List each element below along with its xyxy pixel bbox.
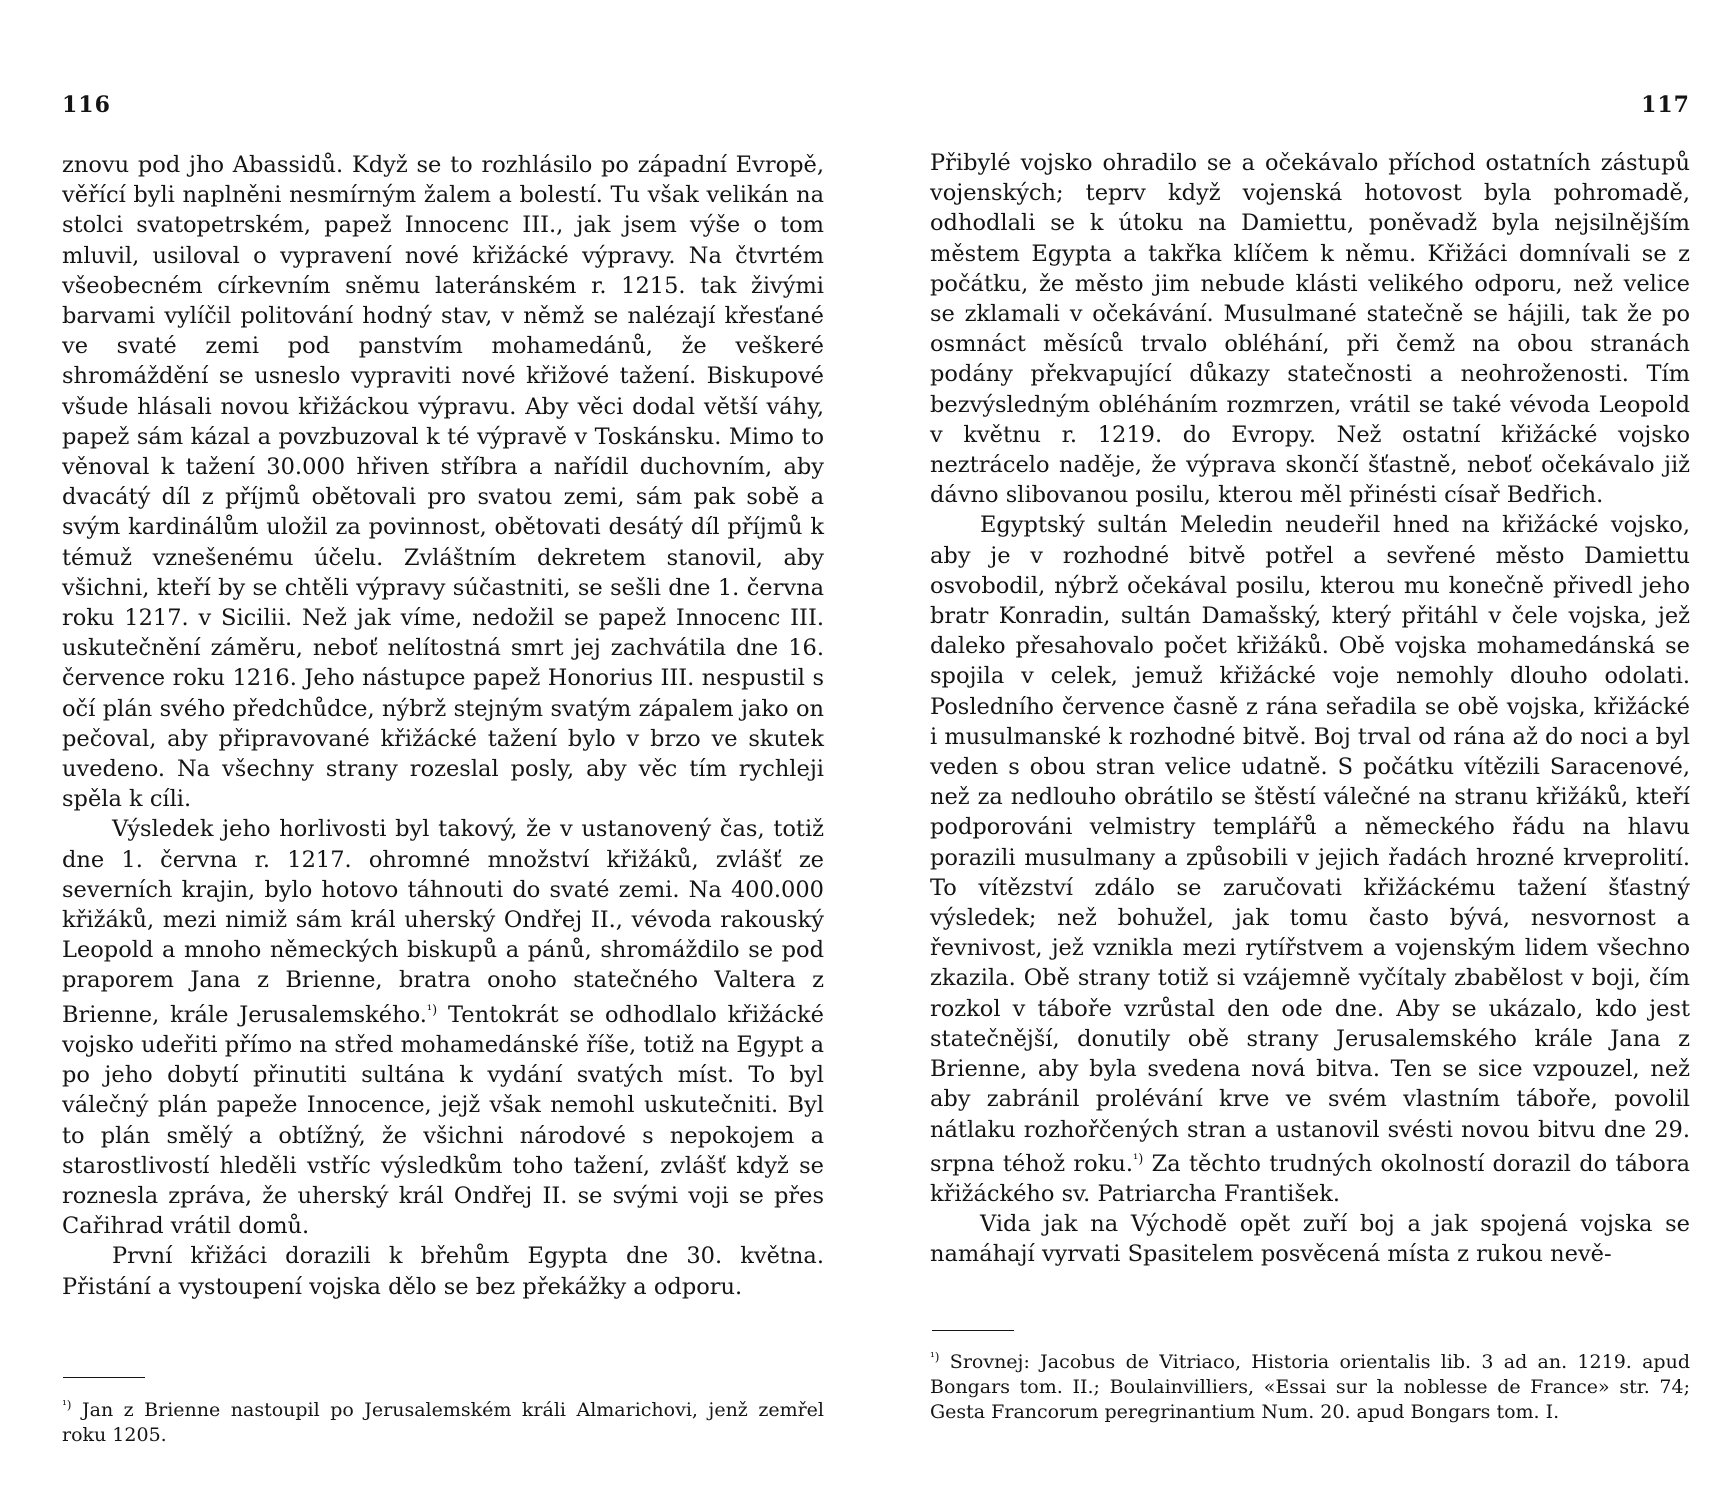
footnote-marker: ¹)	[930, 1350, 940, 1364]
footnote-divider	[932, 1330, 1014, 1331]
paragraph: znovu pod jho Abassidů. Když se to rozhlásilo po západní Evropě, věřící byli naplněni nesmírným žalem a bolestí. Tu však velikán na stolci svatopetrském, papež Innocenc III., jak jsem výše o tom mluvil, usiloval o vypravení nové křižácké výpravy. Na čtvrtém všeobecném církevním sněmu lateránském r. 1215. tak živými barvami vylíčil politování hodný stav, v němž se nalézají křesťané ve svaté zemi pod panstvím mohamedánů, že veškeré shromáždění se usneslo vypraviti nové křižové tažení. Biskupové všude hlásali novou křižáckou výpravu. Aby věci dodal větší váhy, papež sám kázal a povzbuzoval k té výpravě v Toskánsku. Mimo to věnoval k tažení 30.000 hřiven stříbra a nařídil duchovním, aby dvacátý díl z příjmů obětovali pro svatou zemi, sám pak sobě a svým kardinálům uložil za povinnost, obětovati desátý díl příjmů k témuž vznešenému účelu. Zvláštním dekretem stanovil, aby všichni, kteří by se chtěli výpravy súčastniti, se sešli dne 1. června roku 1217. v Sicilii. Než jak víme, nedožil se papež Innocenc III. uskutečnění záměru, neboť nelítostná smrt jej zachvátila dne 16. července roku 1216. Jeho nástupce papež Honorius III. nespustil s očí plán svého předchůdce, nýbrž stejným svatým zápalem jako on pečoval, aby připravované křižácké tažení bylo v brzo ve skutek uvedeno. Na všechny strany rozeslal posly, aby věc tím rychleji spěla k cíli.	[62, 152, 824, 813]
footnote-marker: ¹)	[62, 1398, 72, 1412]
paragraph: Přibylé vojsko ohradilo se a očekávalo příchod ostatních zástupů vojenských; teprv když vojenská hotovost byla pohromadě, odhodlali se k útoku na Damiettu, poněvadž byla nejsilnějším městem Egypta a takřka klíčem k němu. Křižáci domnívali se z počátku, že město jim nebude klásti velikého odporu, než velice se zklamali v očekávání. Musulmané statečně se hájili, tak že po osmnáct měsíců trvalo obléhání, při čemž na obou stranách podány překvapující důkazy statečnosti a neohroženosti. Tím bezvýsledným obléháním rozmrzen, vrátil se také vévoda Leopold v květnu r. 1219. do Evropy. Než ostatní křižácké vojsko neztrácelo naděje, že výprava skončí šťastně, neboť očekávalo již dávno slibovanou posilu, kterou měl přinésti císař Bedřich.	[930, 150, 1690, 509]
paragraph	[930, 510, 1690, 1209]
right-page-body	[930, 148, 1690, 1270]
paragraph-text: Tentokrát se odhodlalo křižácké vojsko udeřiti přímo na střed mohamedánské říše, totiž na Egypt a po jeho dobytí přinutiti sultána k vydání svatých míst. To byl válečný plán papeže Innocence, jejž však nemohl uskutečniti. Byl to plán smělý a obtížný, že všichni národové s nepokojem a starostlivostí hleděli vstříc výsledkům toho tažení, zvlášť když se roznesla zpráva, že uherský král Ondřej II. se svými voji se přes Cařihrad vrátil domů.	[62, 1001, 824, 1240]
page-number-left: 116	[62, 92, 111, 118]
footnote	[62, 1393, 824, 1448]
footnote-reference: ¹)	[426, 1002, 438, 1018]
left-page	[62, 0, 824, 1500]
paragraph-text: Za těchto trudných okolností dorazil do tábora křižáckého sv. Patriarcha František.	[930, 1150, 1691, 1207]
footnote	[930, 1345, 1690, 1425]
left-page-body	[62, 150, 824, 1302]
paragraph: Vida jak na Východě opět zuří boj a jak spojená vojska se namáhají vyrvati Spasitelem posvěcená místa z rukou nevě-	[930, 1211, 1690, 1268]
paragraph-text: Výsledek jeho horlivosti byl takový, že v ustanovený čas, totiž dne 1. června r. 1217. ohromné množství křižáků, zvlášť ze severních krajin, bylo hotovo táhnouti do svaté zemi. Na 400.000 křižáků, mezi nimiž sám král uherský Ondřej II., vévoda rakouský Leopold a mnoho německých biskupů a pánů, shromáždilo se pod praporem Jana z Brienne, bratra onoho statečného Valtera z Brienne, krále Jerusalemského.	[62, 816, 824, 1028]
right-page	[930, 0, 1690, 1500]
page-number-right: 117	[1641, 92, 1690, 118]
paragraph: První křižáci dorazili k břehům Egypta dne 30. května. Přistání a vystoupení vojska dělo se bez překážky a odporu.	[62, 1243, 824, 1300]
footnote-divider	[63, 1377, 145, 1378]
footnote-reference: ¹)	[1133, 1151, 1144, 1167]
paragraph-text: Egyptský sultán Meledin neudeřil hned na křižácké vojsko, aby je v rozhodné bitvě potřel a sevřené město Damiettu osvobodil, nýbrž očekával posilu, kterou mu konečně přivedl jeho bratr Konradin, sultán Damašský, který přitáhl v čele vojska, jež daleko přesahovalo počet křižáků. Obě vojska mohamedánská se spojila v celek, jemuž křižácké voje nemohly dlouho odolati. Posledního července časně z rána seřadila se obě vojska, křižácké i musulmanské k rozhodné bitvě. Boj trval od rána až do noci a byl veden s obou stran velice udatně. S počátku vítězili Saracenové, než za nedlouho obrátilo se štěstí válečné na stranu křižáků, kteří podporováni velmistry templářů a německého řádu na hlavu porazili musulmany a způsobili v jejich řadách hrozné krveprolití. To vítězství zdálo se zaručovati křižáckému tažení šťastný výsledek; než bohužel, jak tomu často bývá, nesvornost a řevnivost, jež vznikla mezi rytířstvem a vojenským lidem všechno zkazila. Obě strany totiž si vzájemně vyčítaly zbabělost v boji, čím rozkol v táboře vzrůstal den ode dne. Aby se ukázalo, kdo jest statečnější, donutily obě strany Jerusalemského krále Jana z Brienne, aby byla svedena nová bitva. Ten se sice vzpouzel, než aby zabránil prolévání krve ve svém vlastním táboře, povolil nátlaku rozhořčených stran a ustanovil svésti novou bitvu dne 29. srpna téhož roku.	[930, 512, 1690, 1177]
footnote-text: Jan z Brienne nastoupil po Jerusalemském králi Almarichovi, jenž zemřel roku 1205.	[62, 1399, 824, 1446]
footnote-text: Srovnej: Jacobus de Vitriaco, Historia orientalis lib. 3 ad an. 1219. apud Bongars tom. II.; Boulainvilliers, «Essai sur la noblesse de France» str. 74; Gesta Francorum peregrinantium Num. 20. apud Bongars tom. I.	[930, 1351, 1690, 1423]
paragraph	[62, 814, 824, 1241]
